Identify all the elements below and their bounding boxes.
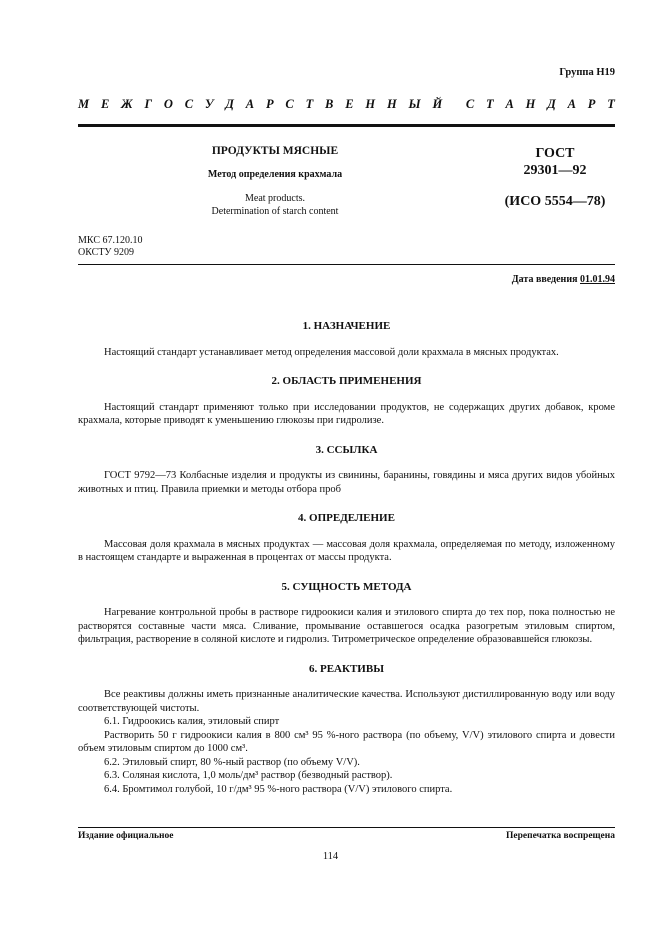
header-rule [78,124,615,127]
section-heading: 5. СУЩНОСТЬ МЕТОДА [281,580,412,593]
product-title: ПРОДУКТЫ МЯСНЫЕ [211,145,339,157]
okstu-code: ОКСТУ 9209 [78,247,135,258]
gost-label: ГОСТ [535,146,575,161]
clause-6-3: 6.3. Соляная кислота, 1,0 моль/дм³ раствор (безводный раствор). [104,770,393,781]
letter: А [567,97,576,111]
letter: Е [345,97,354,111]
document-body [78,320,615,796]
gost-block [455,145,655,210]
section-paragraph: Массовая доля крахмала в мясных продуктах — массовая доля крахмала, определяемая по методу, изложенному в настоящем стандарте и выраженная в процентах от массы продукта. [78,538,615,563]
standard-type-heading [78,97,615,112]
letter: Н [386,97,397,111]
group-code: Группа Н19 [559,67,615,78]
letter: Й [432,97,443,111]
section-paragraph: Нагревание контрольной пробы в растворе гидроокиси калия и этилового спирта до тех пор, пока полностью не растворятся составные части мяса. Сливание, промывание оставшегося осадка разогретым этиловым спиртом, фильтрация, растворение в соляной кислоте и гидролиз. Титрометрическое определение образовавшейся глюкозы. [78,607,615,645]
section-heading: 2. ОБЛАСТЬ ПРИМЕНЕНИЯ [271,375,422,387]
iso-reference: (ИСО 5554—78) [504,194,606,209]
clause-6-1-text: Растворить 50 г гидроокиси калия в 800 см³ 95 %-ного раствора (по объему, V/V) этилового спирта и довести объем этиловым спиртом до 1000 см³. [78,729,615,754]
classification-codes [78,235,142,259]
gost-number: 29301—92 [523,163,587,178]
letter: Н [525,97,536,111]
section-paragraph: Настоящий стандарт устанавливает метод определения массовой доли крахмала в мясных продуктах. [104,346,559,358]
letter: Ж [121,97,133,111]
section-paragraph: ГОСТ 9792—73 Колбасные изделия и продукты из свинины, баранины, говядины и мяса других видов убойных животных и птиц. Правила приемки и методы отбора проб [78,470,615,495]
letter: Т [305,97,314,111]
introduction-date [512,274,615,285]
letter: О [163,97,173,111]
english-title [175,192,375,218]
clause-6-1-title: 6.1. Гидроокись калия, этиловый спирт [104,716,280,727]
section-heading: 6. РЕАКТИВЫ [308,662,384,675]
letter: Н [365,97,376,111]
clause-6-4: 6.4. Бромтимол голубой, 10 г/дм³ 95 %-ного раствора (V/V) этилового спирта. [104,783,453,795]
letter: Д [547,97,556,111]
method-title: Метод определения крахмала [207,169,343,180]
letter: С [285,97,294,111]
section-heading: 4. ОПРЕДЕЛЕНИЕ [298,512,395,524]
letter: У [204,97,214,111]
page-number: 114 [322,851,339,862]
english-title-line: Meat products. [245,193,305,204]
letter: А [245,97,255,111]
letter: А [505,97,514,111]
date-label: Дата введения [511,274,578,285]
section-paragraph: Настоящий стандарт применяют только при исследовании продуктов, не содержащих других добавок, кроме крахмала, которые приводят к уменьшению глюкозы при гидролизе. [78,401,615,426]
letter: С [184,97,194,111]
section-heading: 3. ССЫЛКА [315,443,378,456]
mks-code: МКС 67.120.10 [78,235,143,246]
letter: В [325,97,334,111]
letter: Е [100,97,110,111]
letter: Г [144,97,152,111]
letter: Д [225,97,234,111]
reprint-prohibited-note: Перепечатка воспрещена [505,831,615,841]
date-value: 01.01.94 [580,274,615,285]
section-paragraph: Все реактивы должны иметь признанные аналитические качества. Используют дистиллированную воду или воду соответствующей чистоты. [78,689,615,714]
letter: Ы [408,97,421,111]
section-heading: 1. НАЗНАЧЕНИЕ [302,320,391,332]
clause-6-2: 6.2. Этиловый спирт, 80 %-ный раствор (по объему V/V). [104,756,360,768]
letter: Р [265,97,274,111]
letter: Т [607,97,615,111]
official-edition-note: Издание официальное [78,831,174,841]
letter: С [465,97,475,111]
letter: Р [587,97,596,111]
letter: М [78,97,90,111]
header-bottom-rule [78,264,615,265]
title-block [175,145,375,218]
english-title-line: Determination of starch content [211,206,339,217]
footer-rule [78,827,615,828]
letter: Т [486,97,494,111]
